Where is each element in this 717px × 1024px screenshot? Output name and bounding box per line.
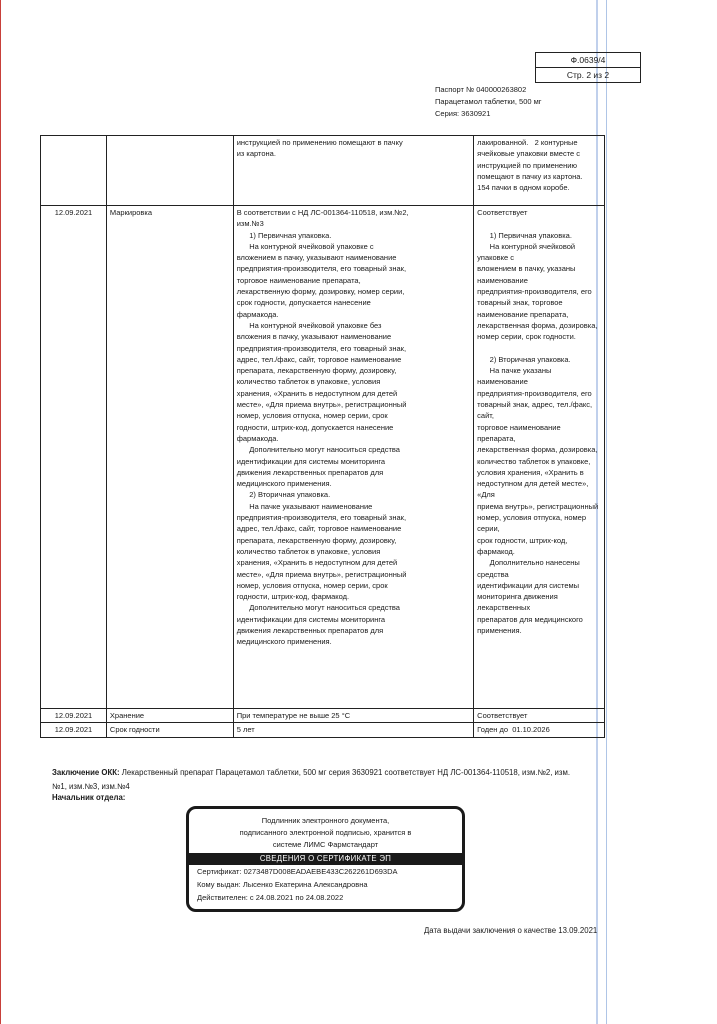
scan-artifact-line (606, 0, 607, 1024)
indicator-cell (106, 136, 233, 206)
certificate-owner: Кому выдан: Лысенко Екатерина Александровна (197, 880, 368, 889)
indicator-cell: Маркировка (106, 206, 233, 709)
requirement-cell: При температуре не выше 25 °С (233, 709, 473, 723)
table-row (41, 709, 605, 723)
page-edge (0, 0, 1, 1024)
table-row (41, 206, 605, 709)
stamp-caption-line: подписанного электронной подписью, хранится в (239, 828, 412, 837)
conclusion-text: Лекарственный препарат Парацетамол таблетки, 500 мг серия 3630921 соответствует НД ЛС-001364-110518, изм.№2, изм.№1, изм.№3, изм.№4 (52, 768, 570, 791)
series-number: Серия: 3630921 (435, 109, 491, 118)
qc-conclusion (52, 766, 572, 793)
indicator-cell: Хранение (106, 709, 233, 723)
product-name: Парацетамол таблетки, 500 мг (435, 97, 542, 106)
indicator-cell: Срок годности (106, 723, 233, 737)
date-cell (41, 136, 107, 206)
date-cell: 12.09.2021 (41, 206, 107, 709)
stamp-caption-line: Подлинник электронного документа, (261, 816, 390, 825)
results-table (40, 135, 605, 738)
head-of-department-label: Начальник отдела: (52, 793, 126, 802)
requirement-cell: 5 лет (233, 723, 473, 737)
certificate-number: Сертификат: 0273487D008EADAEBE433C262261D693DA (197, 867, 398, 876)
result-cell: Соответствует 1) Первичная упаковка. На контурной ячейковой упаковке с вложением в пачку, указаны наименование предприятия-производителя, его товарный знак, торговое наименование препарата, лекарственная форма, дозировка, номер серии, срок годности. 2) Вторичная упаковка. На пачке указаны наименование предприятия-производителя, его товарный знак, адрес, тел./факс, сайт, торговое наименование препарата, лекарственная форма, дозировка, количество таблеток в упаковке, условия хранения, «Хранить в недоступном для детей месте», «Для приема внутрь», регистрационный номер, условия отпуска, номер серии, срок годности, штрих-код, фармакод. Дополнительно нанесены средства идентификации для системы мониторинга движения лекарственных препаратов для медицинского применения. (474, 206, 605, 709)
result-cell: Соответствует (474, 709, 605, 723)
passport-number: Паспорт № 040000263802 (435, 85, 527, 94)
page-number: Стр. 2 из 2 (536, 67, 640, 82)
issue-date: Дата выдачи заключения о качестве 13.09.2021 (424, 926, 598, 935)
table-row (41, 723, 605, 737)
certificate-validity: Действителен: с 24.08.2021 по 24.08.2022 (197, 893, 344, 902)
table-row (41, 136, 605, 206)
electronic-signature-stamp (186, 806, 465, 912)
passport-block (435, 84, 542, 120)
form-number: Ф.0639/4 (570, 55, 606, 65)
certificate-header: СВЕДЕНИЯ О СЕРТИФИКАТЕ ЭП (189, 853, 462, 865)
form-code-box (535, 52, 641, 83)
stamp-caption (189, 815, 462, 851)
result-cell: Годен до 01.10.2026 (474, 723, 605, 737)
result-cell: лакированной. 2 контурные ячейковые упаковки вместе с инструкцией по применению помещают в пачку из картона. 154 пачки в одном коробе. (474, 136, 605, 206)
date-cell: 12.09.2021 (41, 709, 107, 723)
requirement-cell: инструкцией по применению помещают в пачку из картона. (233, 136, 473, 206)
requirement-cell: В соответствии с НД ЛС-001364-110518, изм.№2, изм.№3 1) Первичная упаковка. На контурной ячейковой упаковке с вложением в пачку, указывают наименование предприятия-производителя, его товарный знак, торговое наименование препарата, лекарственную форму, дозировку, номер серии, срок годности, допускается нанесение фармакода. На контурной ячейковой упаковке без вложения в пачку, указывают наименование предприятия-производителя, его товарный знак, адрес, тел./факс, сайт, торговое наименование препарата, лекарственную форму, дозировку, количество таблеток в упаковке, условия хранения, «Хранить в недоступном для детей месте», «Для приема внутрь», регистрационный номер, условия отпуска, номер серии, срок годности, штрих-код, допускается нанесение фармакода. Дополнительно могут наноситься средства идентификации для системы мониторинга движения лекарственных препаратов для медицинского применения. 2) Вторичная упаковка. На пачке указывают наименование предприятия-производителя, его товарный знак, адрес, тел./факс, сайт, торговое наименование препарата, лекарственную форму, дозировку, количество таблеток в упаковке, условия хранения, «Хранить в недоступном для детей месте», «Для приема внутрь», регистрационный номер, условия отпуска, номер серии, срок годности, штрих-код, фармакод. Дополнительно могут наноситься средства идентификации для системы мониторинга движения лекарственных препаратов для медицинского применения. (233, 206, 473, 709)
stamp-caption-line: системе ЛИМС Фармстандарт (272, 840, 379, 849)
date-cell: 12.09.2021 (41, 723, 107, 737)
conclusion-label: Заключение ОКК: (52, 768, 120, 777)
